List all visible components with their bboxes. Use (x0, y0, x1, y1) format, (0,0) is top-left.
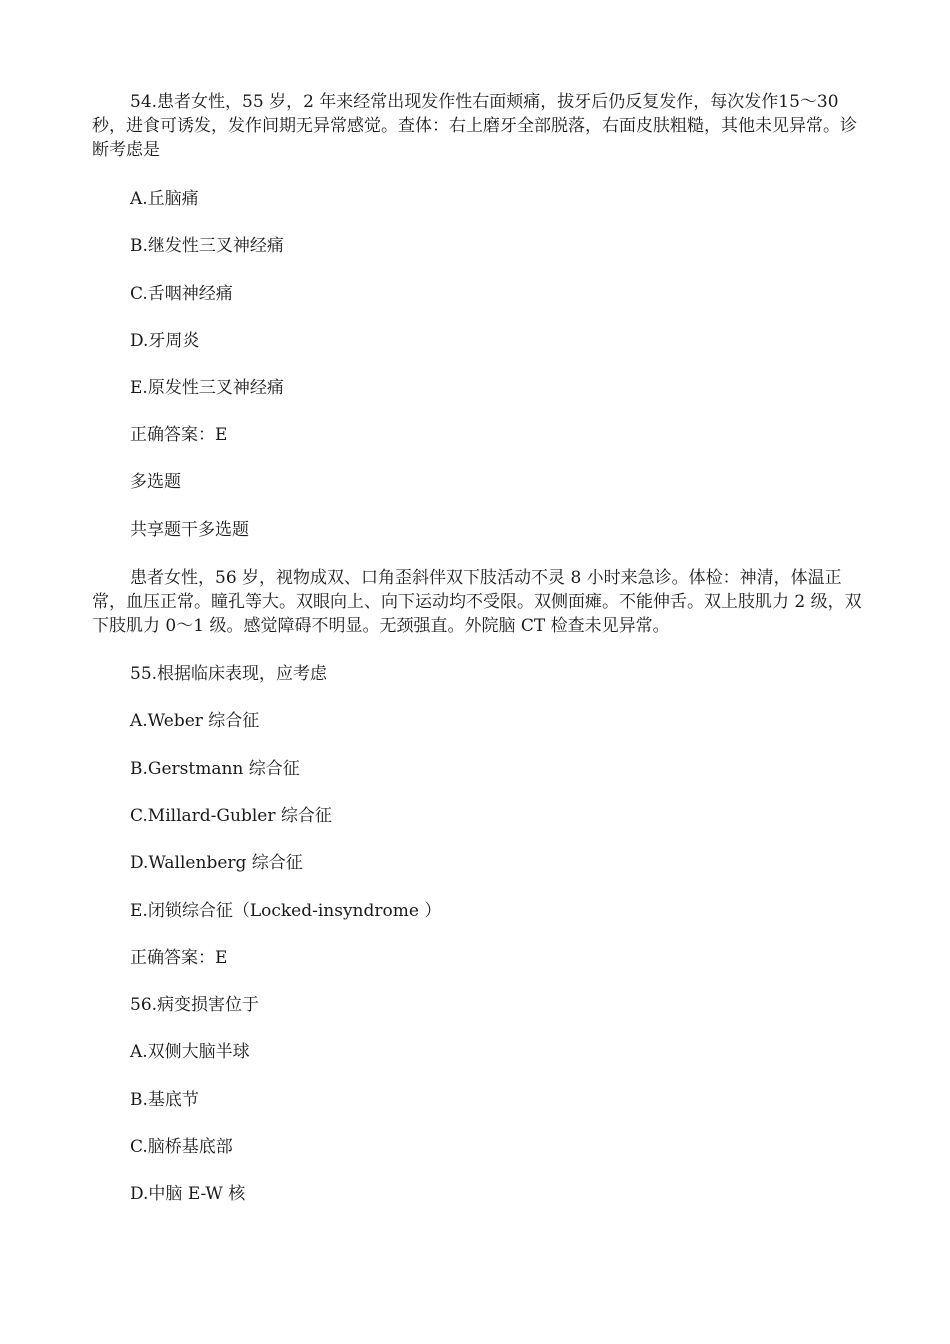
q55-option-c: C.Millard-Gubler 综合征 (130, 806, 332, 826)
q54-answer: 正确答案：E (130, 425, 228, 445)
q56-option-b: B.基底节 (130, 1090, 199, 1110)
question-55-stem: 55.根据临床表现，应考虑 (130, 664, 328, 684)
q55-option-a: A.Weber 综合征 (130, 711, 260, 731)
q56-option-a: A.双侧大脑半球 (130, 1042, 250, 1062)
q56-option-c: C.脑桥基底部 (130, 1137, 233, 1157)
q55-answer: 正确答案：E (130, 948, 228, 968)
q55-option-d: D.Wallenberg 综合征 (130, 853, 303, 873)
q54-option-a: A.丘脑痛 (130, 189, 199, 209)
q55-option-b: B.Gerstmann 综合征 (130, 759, 300, 779)
question-56-stem: 56.病变损害位于 (130, 995, 260, 1015)
q54-option-c: C.舌咽神经痛 (130, 284, 233, 304)
section-type: 多选题 (130, 472, 181, 492)
q54-option-e: E.原发性三叉神经痛 (130, 378, 284, 398)
q54-option-b: B.继发性三叉神经痛 (130, 236, 284, 256)
q55-option-e: E.闭锁综合征（Locked-insyndrome ） (130, 901, 442, 921)
q54-option-d: D.牙周炎 (130, 331, 200, 351)
q56-option-d: D.中脑 E-W 核 (130, 1184, 246, 1204)
question-54-stem: 54.患者女性，55 岁，2 年来经常出现发作性右面颊痛，拔牙后仍反复发作，每次发作15～30 秒，进食可诱发，发作间期无异常感觉。查体：右上磨牙全部脱落，右面皮肤粗糙，其他未见异常。诊断考虑是 (92, 92, 857, 160)
section-subtype: 共享题干多选题 (130, 520, 249, 540)
shared-stem: 患者女性，56 岁，视物成双、口角歪斜伴双下肢活动不灵 8 小时来急诊。体检：神清，体温正常，血压正常。瞳孔等大。双眼向上、向下运动均不受限。双侧面瘫。不能伸舌。双上肢肌力 2 级，双下肢肌力 0～1 级。感觉障碍不明显。无颈强直。外院脑 CT 检查未见异常。 (92, 568, 862, 636)
